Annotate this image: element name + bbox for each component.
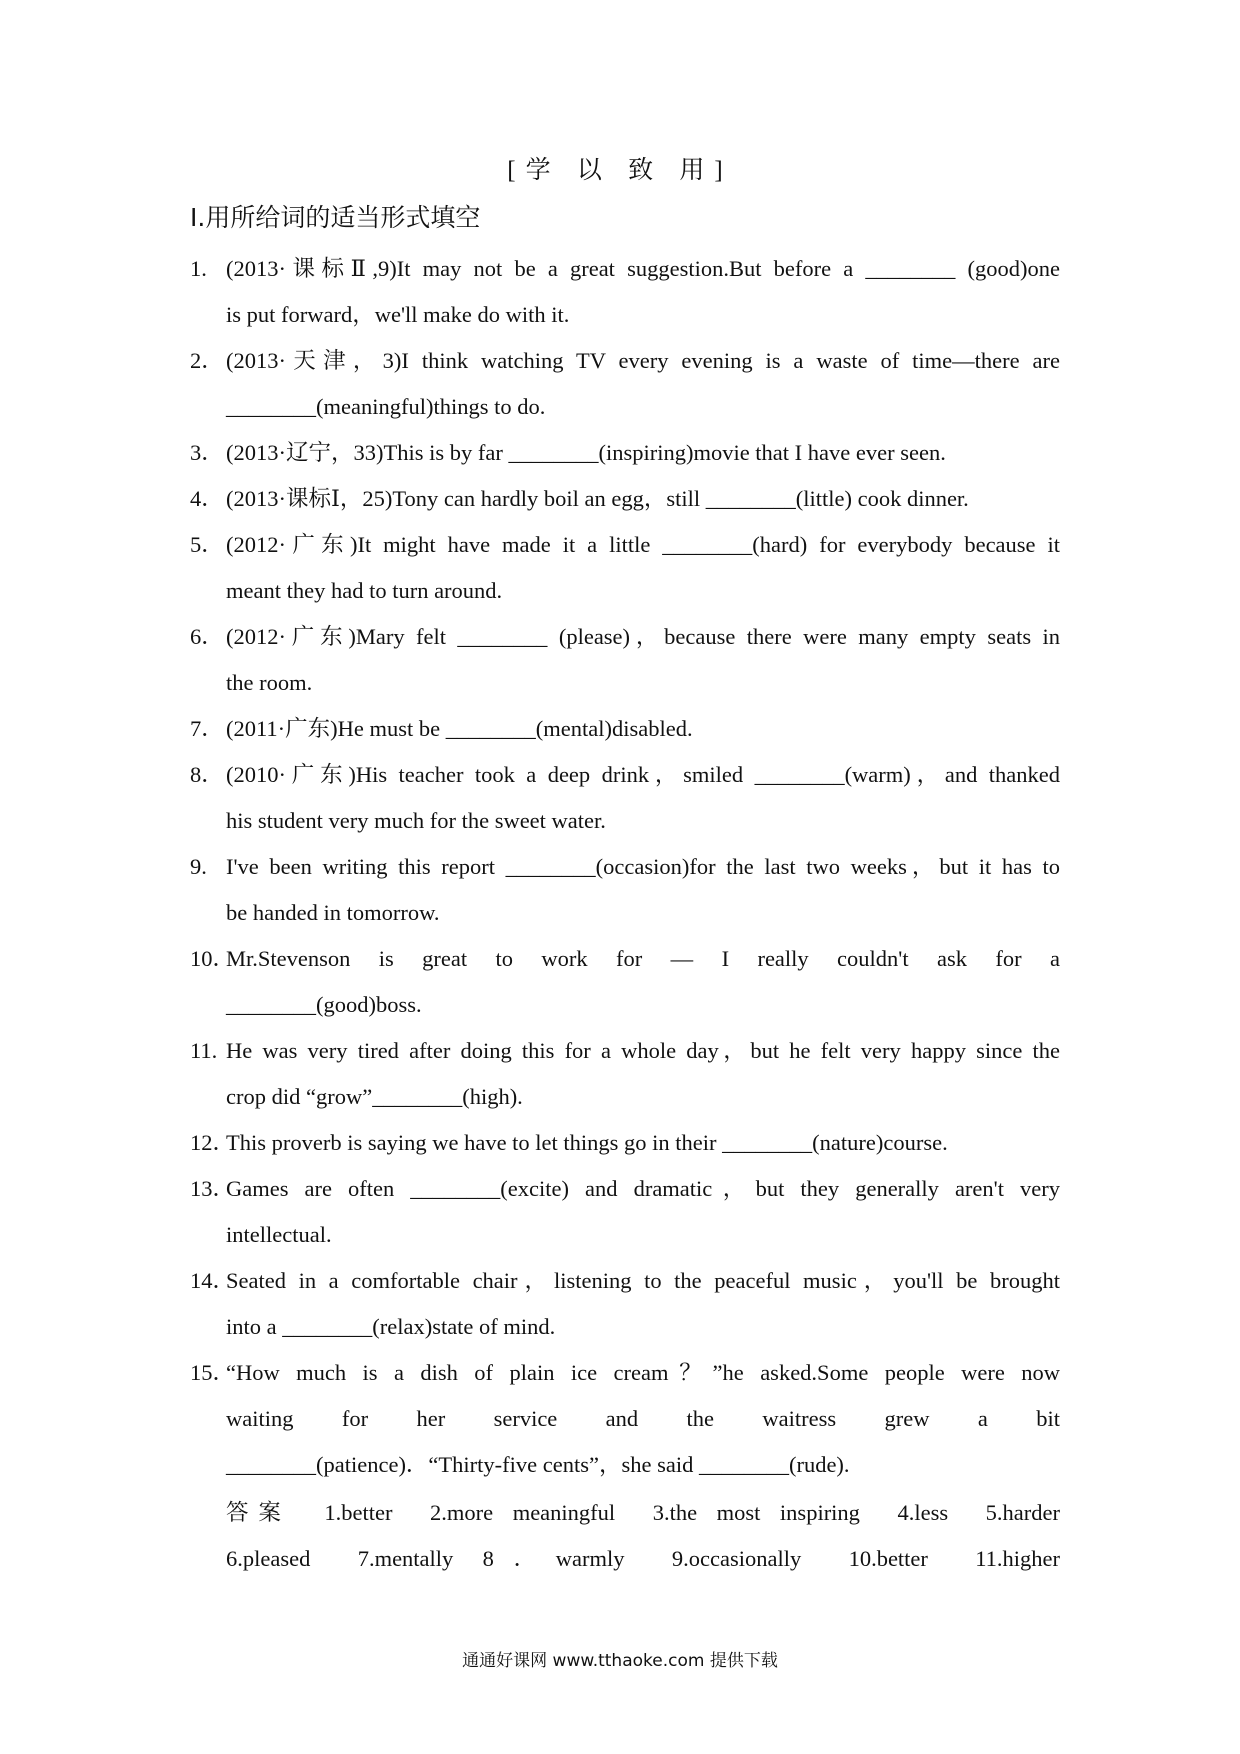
item-number: 7． bbox=[190, 716, 224, 741]
answer-line-1 bbox=[226, 1490, 1060, 1536]
item-number: 12． bbox=[190, 1130, 236, 1155]
answer-item: 7.mentally 8．warmly bbox=[357, 1546, 625, 1571]
item-text-line: Seated in a comfortable chair，listening to the peaceful music，you'll be brought bbox=[226, 1268, 1060, 1293]
exercise-item-5 bbox=[190, 522, 1060, 614]
item-text-line: (2010·广东)His teacher took a deep drink，smiled ________(warm)，and thanked bbox=[226, 762, 1060, 787]
item-text-line: (2012·广东)It might have made it a little ________(hard) for everybody because it bbox=[226, 532, 1060, 557]
answer-item: 2.more meaningful bbox=[430, 1500, 616, 1525]
exercise-item-10 bbox=[190, 936, 1060, 1028]
item-text-line: waiting for her service and the waitress grew a bit bbox=[226, 1406, 1060, 1431]
item-number: 11. bbox=[190, 1038, 218, 1063]
item-text-line: his student very much for the sweet water. bbox=[226, 808, 606, 833]
item-text-line: (2011·广东)He must be ________(mental)disabled. bbox=[226, 716, 693, 741]
footer-source: 通通好课网 www.tthaoke.com 提供下载 bbox=[462, 1651, 778, 1671]
item-text-line: (2013·天津，3)I think watching TV every evening is a waste of time—there are bbox=[226, 348, 1060, 373]
item-text-line: into a ________(relax)state of mind. bbox=[226, 1314, 556, 1339]
item-number: 3． bbox=[190, 440, 224, 465]
exercise-list bbox=[190, 246, 1060, 1582]
item-text-line: (2013·课标Ⅰ，25)Tony can hardly boil an egg，still ________(little) cook dinner. bbox=[226, 486, 969, 511]
item-number: 6． bbox=[190, 624, 224, 649]
item-text-line: be handed in tomorrow. bbox=[226, 900, 440, 925]
item-number: 13． bbox=[190, 1176, 236, 1201]
answer-item: 9.occasionally bbox=[671, 1546, 802, 1571]
item-number: 8． bbox=[190, 762, 224, 787]
item-number: 5． bbox=[190, 532, 224, 557]
answer-label: 答案 bbox=[226, 1500, 291, 1526]
item-text-line: “How much is a dish of plain ice cream？”he asked.Some people were now bbox=[226, 1360, 1060, 1385]
item-text-line: the room. bbox=[226, 670, 313, 695]
section-title: Ⅰ.用所给词的适当形式填空 bbox=[190, 203, 481, 232]
exercise-item-3 bbox=[190, 430, 1060, 476]
item-text-line: is put forward，we'll make do with it. bbox=[226, 302, 570, 327]
answer-item: 5.harder bbox=[985, 1500, 1060, 1525]
exercise-item-4 bbox=[190, 476, 1060, 522]
exercise-item-9 bbox=[190, 844, 1060, 936]
answer-item: 3.the most inspiring bbox=[652, 1500, 860, 1525]
item-text-line: Mr.Stevenson is great to work for — I really couldn't ask for a bbox=[226, 946, 1060, 971]
exercise-item-6 bbox=[190, 614, 1060, 706]
exercise-item-2 bbox=[190, 338, 1060, 430]
item-number: 9. bbox=[190, 854, 207, 879]
item-number: 2． bbox=[190, 348, 224, 373]
exercise-item-12 bbox=[190, 1120, 1060, 1166]
item-text-line: intellectual. bbox=[226, 1222, 332, 1247]
item-text-line: (2013·辽宁，33)This is by far ________(inspiring)movie that I have ever seen. bbox=[226, 440, 946, 465]
answer-item: 6.pleased bbox=[226, 1546, 311, 1571]
exercise-item-1 bbox=[190, 246, 1060, 338]
item-text-line: (2012·广东)Mary felt ________ (please)，because there were many empty seats in bbox=[226, 624, 1060, 649]
answer-item: 10.better bbox=[848, 1546, 928, 1571]
item-number: 14． bbox=[190, 1268, 236, 1293]
item-text-line: ________(patience)．“Thirty-five cents”，she said ________(rude). bbox=[226, 1452, 850, 1477]
item-text-line: (2013·课标Ⅱ,9)It may not be a great suggestion.But before a ________ (good)one bbox=[226, 256, 1060, 281]
answer-item: 11.higher bbox=[975, 1546, 1061, 1571]
item-number: 10． bbox=[190, 946, 236, 971]
item-text-line: ________(good)boss. bbox=[226, 992, 422, 1017]
answer-key bbox=[190, 1490, 1060, 1582]
item-number: 1. bbox=[190, 256, 207, 281]
answer-item: 1.better bbox=[324, 1500, 393, 1525]
exercise-item-14 bbox=[190, 1258, 1060, 1350]
item-text-line: ________(meaningful)things to do. bbox=[226, 394, 546, 419]
item-text-line: He was very tired after doing this for a whole day，but he felt very happy since the bbox=[226, 1038, 1060, 1063]
exercise-item-8 bbox=[190, 752, 1060, 844]
item-text-line: crop did “grow”________(high). bbox=[226, 1084, 523, 1109]
answer-line-2 bbox=[226, 1536, 1060, 1582]
answer-item: 4.less bbox=[897, 1500, 949, 1525]
item-text-line: This proverb is saying we have to let things go in their ________(nature)course. bbox=[226, 1130, 948, 1155]
item-number: 4． bbox=[190, 486, 224, 511]
exercise-item-15 bbox=[190, 1350, 1060, 1488]
exercise-item-7 bbox=[190, 706, 1060, 752]
item-text-line: Games are often ________(excite) and dramatic，but they generally aren't very bbox=[226, 1176, 1060, 1201]
exercise-item-13 bbox=[190, 1166, 1060, 1258]
item-text-line: I've been writing this report ________(occasion)for the last two weeks，but it has to bbox=[226, 854, 1060, 879]
item-text-line: meant they had to turn around. bbox=[226, 578, 503, 603]
exercise-item-11 bbox=[190, 1028, 1060, 1120]
item-number: 15． bbox=[190, 1360, 236, 1385]
page-title: [学 以 致 用] bbox=[507, 157, 733, 184]
